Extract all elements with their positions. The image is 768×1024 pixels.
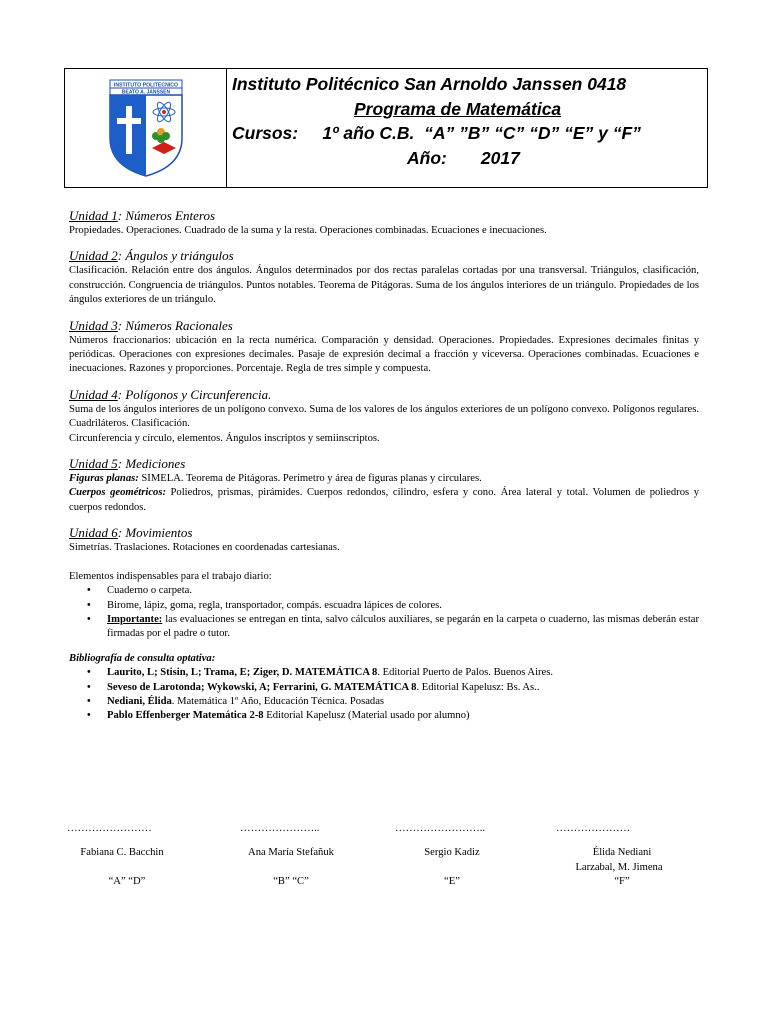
signature-line: …………………….. [395,823,486,834]
unit-3-text: Números fraccionarios: ubicación en la recta numérica. Comparación y densidad. Operaciones. Propiedades. Expresiones decimales finitas y periódicas. Operaciones con expresiones decimales. Pasaje de expresión decimal a fracción y viceversa. Operaciones combinadas. Ecuaciones e inecuaciones. Razones y proporciones. Porcentaje. Regla de tres simple y compuesta. [69,334,699,375]
bib-rest: . Editorial Kapelusz: Bs. As.. [416,681,540,693]
unit-4-label: Unidad 4 [69,386,118,402]
school-logo [65,69,227,187]
unit-6-name: : Movimientos [117,525,193,541]
unit-4-text-2: Circunferencia y círculo, elementos. Ángulos inscriptos y semiinscriptos. [69,432,380,444]
signature-1 [67,822,177,889]
unit-2-text: Clasificación. Relación entre dos ángulos. Ángulos determinados por dos rectas paralelas cortadas por una transversal. Triángulos, clasificación, construcción. Congruencia de triángulos. Puntos notables. Teorema de Pitágoras. Suma de los ángulos interiores de un triángulo. Propiedades de los ángulos exteriores de un triángulo. [69,265,699,306]
bib-author: Pablo Effenberger Matemática 2-8 [107,710,264,722]
unit-3-name: : Números Racionales [117,317,233,333]
bib-rest: . Editorial Puerto de Palos. Buenos Aires. [377,667,554,679]
bibliography-list [69,666,699,724]
signature-name: Sergio Kadiz [424,847,480,859]
signature-courses: “F” [614,876,630,888]
program-content [69,208,699,724]
unit-3-title [69,318,699,334]
unit-5-solids [69,486,699,515]
signature-courses: “E” [444,875,460,887]
bib-rest: . Matemática 1º Año, Educación Técnica. Posadas [171,695,385,707]
signature-name: Ana María Stefañuk [248,847,334,859]
unit-6-text: Simetrías. Traslaciones. Rotaciones en coordenadas cartesianas. [69,542,340,554]
unit-4-name: : Polígonos y Circunferencia. [117,386,272,402]
list-item: • Cuaderno o carpeta. [107,584,699,598]
unit-4-title [69,387,699,403]
courses-line: Cursos: 1º año C.B. “A” ”B” “C” “D” “E” y “F” [232,123,641,143]
signature-3 [392,822,512,889]
bib-author: Nediani, Élida [107,695,172,707]
unit-5-title [69,456,699,472]
signature-name: Élida Nediani [592,847,652,859]
signature-name: Fabiana C. Bacchin [80,847,164,859]
bib-rest: Editorial Kapelusz (Material usado por alumno) [263,710,470,722]
unit-6-label: Unidad 6 [69,525,118,541]
list-item [107,695,699,709]
institute-name: Instituto Politécnico San Arnoldo Janssen 0418 [232,74,627,94]
signature-4 [550,822,680,890]
school-crest-icon [100,78,192,178]
signature-courses: “B” “C” [273,875,309,887]
header-box [64,68,708,188]
list-item [107,709,699,723]
unit-2-title [69,248,699,264]
solids-label: Cuerpos geométricos: [69,487,166,499]
unit-1-text: Propiedades. Operaciones. Cuadrado de la suma y la resta. Operaciones combinadas. Ecuaciones e inecuaciones. [69,225,547,236]
unit-4-text: Suma de los ángulos interiores de un polígono convexo. Suma de los valores de los ángulos exteriores de un polígono convexo. Polígonos regulares. Cuadriláteros. Clasificación. [69,403,699,430]
list-item [107,681,699,695]
elements-list [69,584,699,642]
header-title-block [227,69,707,187]
unit-5-name: : Mediciones [117,456,186,472]
signature-line: …………………… [67,823,152,834]
important-text: las evaluaciones se entregan en tinta, salvo cálculos auxiliares, se pegarán en la carpeta o cuaderno, las mismas deberán estar firmadas por el padre o tutor. [107,613,699,640]
list-item [107,666,699,680]
unit-1-title [69,208,699,224]
signature-2 [236,822,346,889]
unit-6-title [69,525,699,541]
important-label: Importante: [107,613,163,625]
unit-2-name: : Ángulos y triángulos [117,248,234,264]
unit-1-name: : Números Enteros [117,208,216,223]
list-item-important [107,613,699,642]
signature-line: ………………… [556,823,631,834]
unit-2-label: Unidad 2 [69,248,118,264]
list-item: • Birome, lápiz, goma, regla, transportador, compás. escuadra lápices de colores. [107,599,699,613]
bib-author: Seveso de Larotonda; Wykowski, A; Ferrarini, G. MATEMÁTICA 8 [107,681,417,693]
unit-1-label: Unidad 1 [69,208,118,223]
signature-line: ………………….. [240,823,320,834]
plane-figures-text: SIMELA. Teorema de Pitágoras. Perímetro y área de figuras planas y circulares. [138,473,482,485]
logo-top-text: INSTITUTO POLITECNICO [113,82,178,89]
signature-name-2: Larzabal, M. Jimena [575,861,663,873]
solids-text: Poliedros, prismas, pirámides. Cuerpos redondos, cilindro, esfera y cono. Área lateral y total. Volumen de poliedros y cuerpos redondos. [69,487,699,513]
year-line: Año: 2017 [407,147,520,168]
elements-intro: Elementos indispensables para el trabajo diario: [69,570,272,582]
unit-5-label: Unidad 5 [69,456,118,472]
signature-courses: “A” “D” [108,875,146,887]
unit-3-label: Unidad 3 [69,317,118,333]
program-title: Programa de Matemática [354,98,562,119]
plane-figures-label: Figuras planas: [69,473,139,485]
unit-5-plane-figures [69,472,699,486]
logo-sub-text: BEATO A. JANSSEN [121,89,170,96]
bibliography-title: Bibliografía de consulta optativa: [69,652,216,664]
bib-author: Laurito, L; Stisin, L; Trama, E; Ziger, D. MATEMÁTICA 8 [107,667,378,679]
